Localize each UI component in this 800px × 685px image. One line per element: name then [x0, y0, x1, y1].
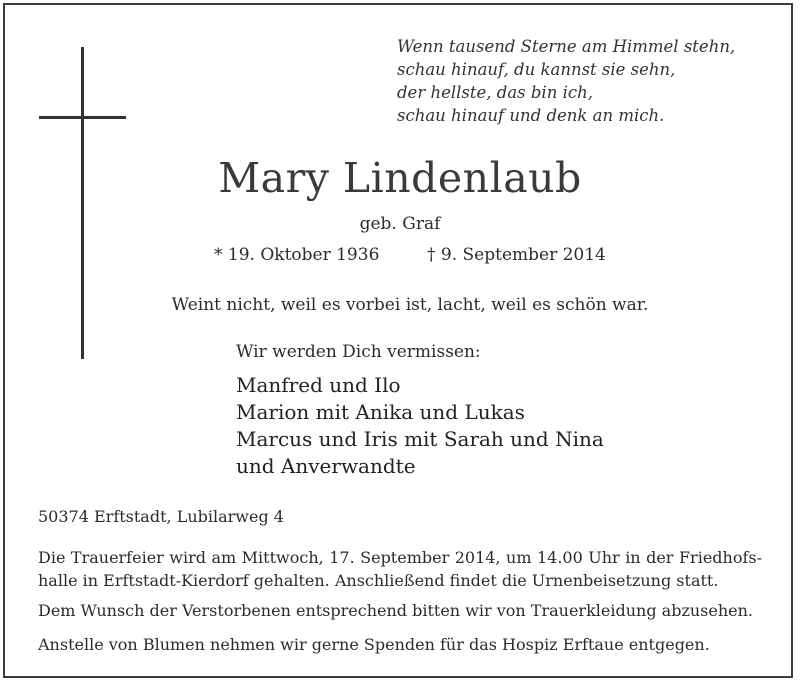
- address: 50374 Erftstadt, Lubilarweg 4: [38, 507, 284, 526]
- donation-info: Anstelle von Blumen nehmen wir gerne Spenden für das Hospiz Erftaue entgegen.: [38, 635, 710, 654]
- mourner-name: Marion mit Anika und Lukas: [236, 400, 525, 424]
- maiden-name: geb. Graf: [359, 214, 441, 234]
- death-date: † 9. September 2014: [427, 245, 606, 265]
- mourners-list: [236, 372, 604, 480]
- quote: Weint nicht, weil es vorbei ist, lacht, weil es schön war.: [171, 295, 649, 315]
- mourners-intro: Wir werden Dich vermissen:: [236, 342, 481, 362]
- funeral-info: Die Trauerfeier wird am Mittwoch, 17. September 2014, um 14.00 Uhr in der Friedhofshalle in Erftstadt-Kierdorf gehalten. Anschließend findet die Urnenbeisetzung statt.: [38, 548, 762, 590]
- deceased-name: Mary Lindenlaub: [218, 154, 582, 202]
- mourner-name: Marcus und Iris mit Sarah und Nina: [236, 427, 604, 451]
- dress-code-info: Dem Wunsch der Verstorbenen entsprechend bitten wir von Trauerkleidung abzusehen.: [38, 601, 754, 620]
- mourner-name: und Anverwandte: [236, 454, 416, 478]
- mourner-name: Manfred und Ilo: [236, 373, 401, 397]
- poem-line: der hellste, das bin ich,: [397, 83, 593, 102]
- poem-line: schau hinauf, du kannst sie sehn,: [397, 60, 676, 79]
- birth-date: * 19. Oktober 1936: [214, 245, 380, 265]
- cross-icon-bar: [39, 116, 126, 119]
- poem-line: schau hinauf und denk an mich.: [397, 106, 665, 125]
- poem: [397, 35, 735, 127]
- poem-line: Wenn tausend Sterne am Himmel stehn,: [397, 37, 736, 56]
